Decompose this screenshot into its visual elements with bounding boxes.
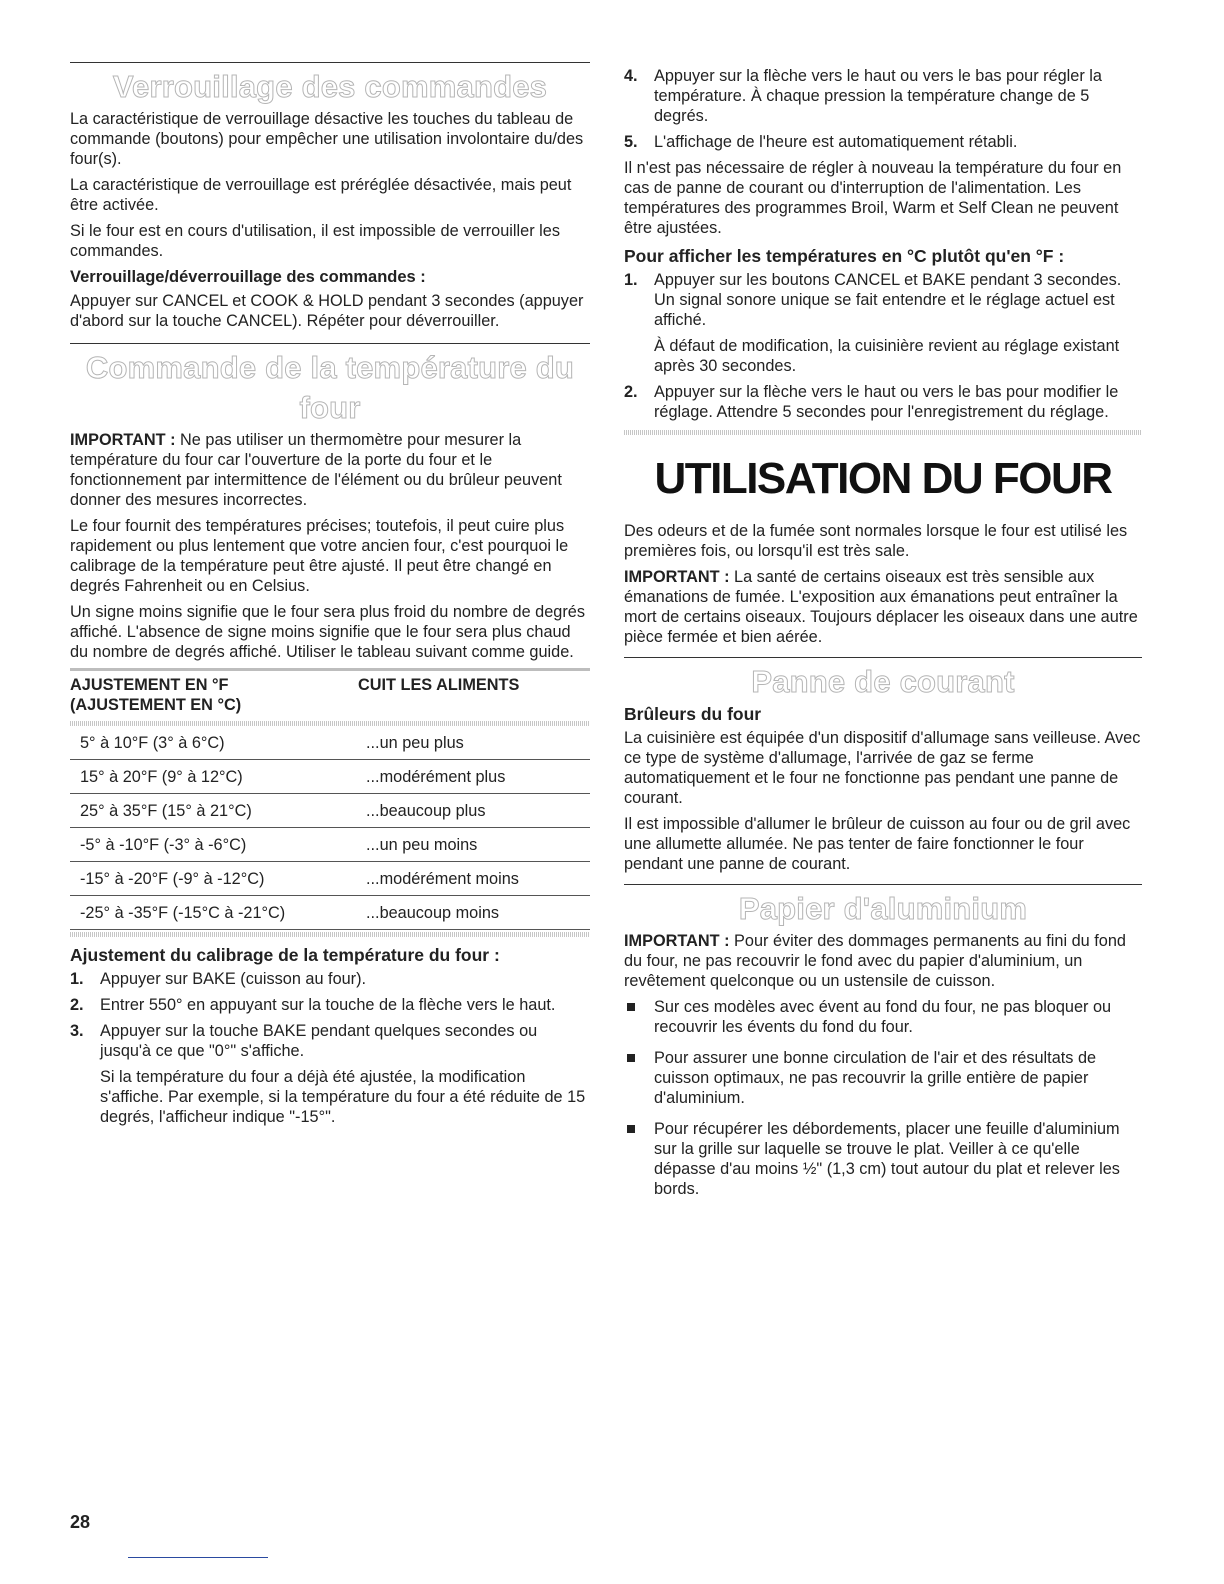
table-body <box>70 726 590 930</box>
step-text: Entrer 550° en appuyant sur la touche de la flèche vers le haut. <box>100 996 556 1014</box>
section-divider <box>70 62 590 63</box>
paragraph: La caractéristique de verrouillage est préréglée désactivée, mais peut être activée. <box>70 176 572 214</box>
table-cell-result: ...beaucoup moins <box>366 903 500 922</box>
important-paragraph <box>624 567 1142 647</box>
important-text: Pour éviter des dommages permanents au fini du fond du four, ne pas recouvrir le fond avec du papier d'aluminium, un revêtement quelconque ou un ustensile de cuisson. <box>624 932 1126 990</box>
table-row <box>70 794 590 828</box>
calibration-steps <box>70 969 590 1127</box>
section-title-outage: Panne de courant <box>751 664 1015 699</box>
table-cell-adjustment: 15° à 20°F (9° à 12°C) <box>80 767 243 786</box>
section-title-temperature: Commande de la température du four <box>85 350 575 425</box>
table-cell-adjustment: 25° à 35°F (15° à 21°C) <box>80 801 252 820</box>
table-cell-adjustment: -5° à -10°F (-3° à -6°C) <box>80 835 247 854</box>
header-line: AJUSTEMENT EN °F <box>70 676 229 694</box>
step-note: À défaut de modification, la cuisinière revient au réglage existant après 30 secondes. <box>654 337 1120 375</box>
step-number: 4. <box>624 67 638 85</box>
bullet-item: Pour assurer une bonne circulation de l'air et des résultats de cuisson optimaux, ne pas recouvrir la grille entière de papier d'aluminium. <box>624 1048 1142 1108</box>
calibration-steps-continued <box>624 66 1142 152</box>
table-cell-adjustment: -25° à -35°F (-15°C à -21°C) <box>80 903 286 922</box>
step-number: 2. <box>70 996 84 1014</box>
table-row <box>70 828 590 862</box>
table-cell-result: ...beaucoup plus <box>366 801 486 820</box>
bullet-item: Sur ces modèles avec évent au fond du four, ne pas bloquer ou recouvrir les évents du fond du four. <box>624 997 1142 1037</box>
step-text: Appuyer sur la flèche vers le haut ou vers le bas pour régler la température. À chaque pression la température change de 5 degrés. <box>654 67 1102 125</box>
header-line: (AJUSTEMENT EN °C) <box>70 696 242 714</box>
important-label: IMPORTANT : <box>70 431 176 449</box>
step-note: Si la température du four a déjà été ajustée, la modification s'affiche. Par exemple, si la température du four a été réduite de 15 degrés, l'afficheur indique "-15°". <box>100 1068 586 1126</box>
subheading-calibration: Ajustement du calibrage de la température du four : <box>70 945 500 965</box>
step-number: 5. <box>624 133 638 151</box>
section-divider <box>624 657 1142 658</box>
page-number: 28 <box>70 1512 91 1532</box>
step-item <box>624 270 1142 376</box>
paragraph: La caractéristique de verrouillage désactive les touches du tableau de commande (boutons) pour empêcher une utilisation involontaire du/des four(s). <box>70 110 584 168</box>
important-label: IMPORTANT : <box>624 568 730 586</box>
table-cell-result: ...un peu plus <box>366 733 464 752</box>
step-number: 1. <box>70 970 84 988</box>
table-cell-adjustment: 5° à 10°F (3° à 6°C) <box>80 733 225 752</box>
table-row <box>70 726 590 760</box>
step-text: Appuyer sur les boutons CANCEL et BAKE pendant 3 secondes. Un signal sonore unique se fait entendre et le réglage actuel est affiché. <box>654 271 1122 329</box>
subheading-burners: Brûleurs du four <box>624 704 762 724</box>
step-item <box>624 132 1142 152</box>
table-row <box>70 760 590 794</box>
table-header <box>70 668 590 721</box>
table-cell-result: ...un peu moins <box>366 835 478 854</box>
paragraph: Il est impossible d'allumer le brûleur de cuisson au four ou de gril avec une allumette allumée. Ne pas tenter de faire fonctionner le four pendant une panne de courant. <box>624 815 1131 873</box>
paragraph: Le four fournit des températures précises; toutefois, il peut cuire plus rapidement ou plus lentement que votre ancien four, c'est pourquoi le calibrage de la température peut être ajusté. Il peut être changé en degrés Fahrenheit ou en Celsius. <box>70 517 569 595</box>
step-text: Appuyer sur la touche BAKE pendant quelques secondes ou jusqu'à ce que "0°" s'affiche. <box>100 1022 538 1060</box>
bullet-item: Pour récupérer les débordements, placer une feuille d'aluminium sur la grille sur laquelle se trouve le plat. Veiller à ce qu'elle dépasse d'au moins ½" (1,3 cm) tout autour du plat et relever les bords. <box>624 1119 1142 1199</box>
right-column <box>624 66 1142 1210</box>
step-number: 1. <box>624 271 638 289</box>
left-column <box>70 62 590 1133</box>
table-row <box>70 862 590 896</box>
important-paragraph <box>70 430 590 510</box>
section-title-foil: Papier d'aluminium <box>738 891 1028 926</box>
paragraph: Des odeurs et de la fumée sont normales lorsque le four est utilisé les premières fois, ou lorsqu'il est très sale. <box>624 522 1128 560</box>
important-label: IMPORTANT : <box>624 932 730 950</box>
step-item <box>70 1021 590 1127</box>
step-text: L'affichage de l'heure est automatiquement rétabli. <box>654 133 1018 151</box>
section-hatch <box>624 430 1142 435</box>
subheading-celsius: Pour afficher les températures en °C plutôt qu'en °F : <box>624 246 1065 266</box>
table-header-adjustment <box>70 675 358 715</box>
important-text: La santé de certains oiseaux est très sensible aux émanations de fumée. L'exposition aux émanations peut entraîner la mort de certains oiseaux. Toujours déplacer les oiseaux dans une autre pièce fermée et bien aérée. <box>624 568 1138 646</box>
paragraph: Appuyer sur CANCEL et COOK & HOLD pendant 3 secondes (appuyer d'abord sur la touche CANCEL). Répéter pour déverrouiller. <box>70 292 584 330</box>
table-header-result: CUIT LES ALIMENTS <box>358 676 520 694</box>
subheading-lock: Verrouillage/déverrouillage des commandes : <box>70 268 426 286</box>
paragraph: Un signe moins signifie que le four sera plus froid du nombre de degrés affiché. L'absence de signe moins signifie que le four sera plus chaud du nombre de degrés affiché. Utiliser le tableau suivant comme guide. <box>70 603 585 661</box>
foil-bullets <box>624 997 1142 1199</box>
chapter-title: UTILISATION DU FOUR <box>654 454 1112 503</box>
footer-line <box>128 1557 268 1558</box>
paragraph: La cuisinière est équipée d'un dispositif d'allumage sans veilleuse. Avec ce type de système d'allumage, l'arrivée de gaz se ferme automatiquement et le four ne fonctionne pas pendant une panne de courant. <box>624 729 1141 807</box>
celsius-steps <box>624 270 1142 422</box>
table-hatch <box>70 932 590 937</box>
table-cell-result: ...modérément plus <box>366 767 506 786</box>
section-divider <box>624 884 1142 885</box>
section-title-lock: Verrouillage des commandes <box>112 69 548 104</box>
step-text: Appuyer sur BAKE (cuisson au four). <box>100 970 367 988</box>
table-cell-adjustment: -15° à -20°F (-9° à -12°C) <box>80 869 265 888</box>
table-cell-result: ...modérément moins <box>366 869 519 888</box>
step-number: 2. <box>624 383 638 401</box>
table-row <box>70 896 590 930</box>
step-item <box>70 969 590 989</box>
paragraph: Si le four est en cours d'utilisation, il est impossible de verrouiller les commandes. <box>70 222 560 260</box>
paragraph: Il n'est pas nécessaire de régler à nouveau la température du four en cas de panne de courant ou d'interruption de l'alimentation. Les températures des programmes Broil, Warm et Self Clean ne peuvent être ajustées. <box>624 159 1122 237</box>
important-paragraph <box>624 931 1142 991</box>
important-text: Ne pas utiliser un thermomètre pour mesurer la température du four car l'ouverture de la porte du four et le fonctionnement par intermittence de l'élément ou du brûleur peuvent donner des mesures incorrectes. <box>70 431 562 509</box>
section-divider <box>70 343 590 344</box>
step-number: 3. <box>70 1022 84 1040</box>
step-item <box>624 66 1142 126</box>
step-item <box>70 995 590 1015</box>
calibration-table <box>70 668 590 937</box>
step-item <box>624 382 1142 422</box>
step-text: Appuyer sur la flèche vers le haut ou vers le bas pour modifier le réglage. Attendre 5 secondes pour l'enregistrement du réglage. <box>654 383 1119 421</box>
